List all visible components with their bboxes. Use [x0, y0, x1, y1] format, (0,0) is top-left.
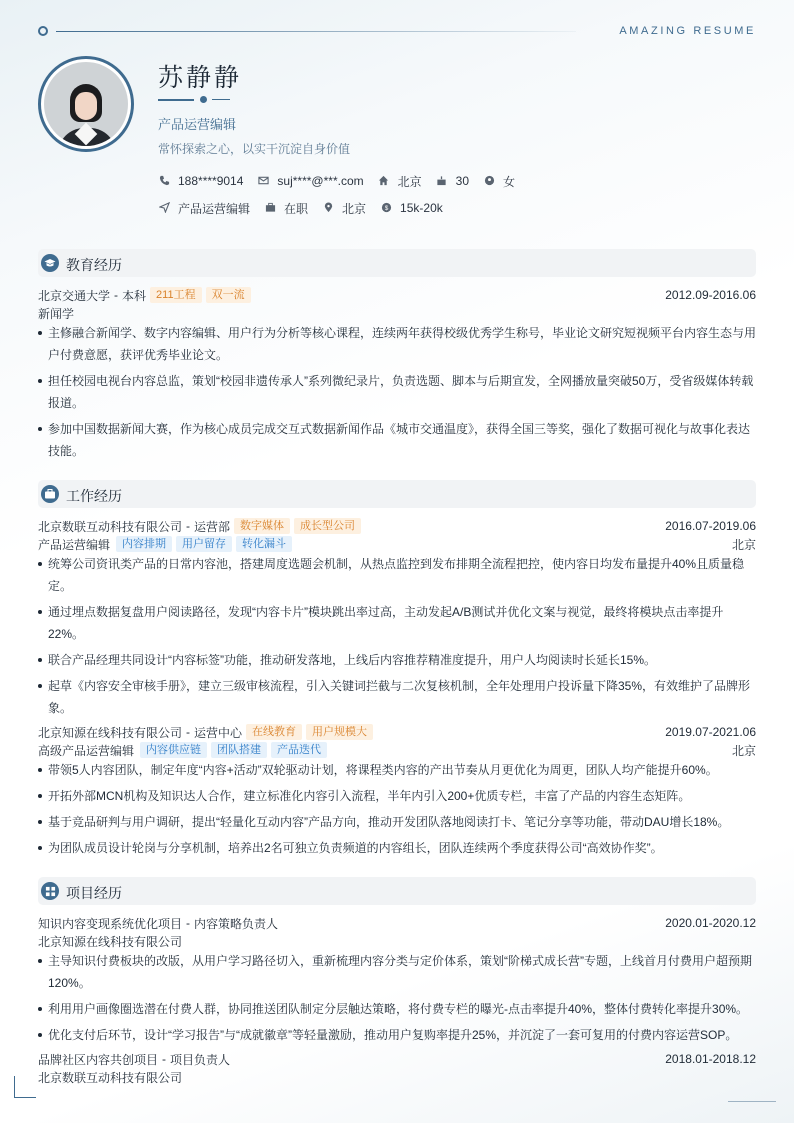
list-item: 起草《内容安全审核手册》，建立三级审核流程，引入关键词拦截与二次复核机制，全年处理用户投诉量下降35%，有效维护了品牌形象。 [38, 675, 756, 719]
skill-tag: 内容供应链 [140, 742, 207, 758]
work-entry-head: 北京数联互动科技有限公司 - 运营部 数字媒体 成长型公司 2016.07-2019.06 [38, 519, 756, 534]
send-icon [158, 202, 170, 214]
school-tag: 双一流 [206, 287, 251, 303]
brand-label: AMAZING RESUME [619, 25, 756, 37]
status-value: 在职 [284, 201, 309, 216]
contact-row [158, 173, 529, 189]
project-role: 内容策略负责人 [194, 916, 279, 931]
target-city-value: 北京 [342, 201, 367, 216]
company-tag: 用户规模大 [306, 724, 373, 740]
cake-icon [436, 175, 448, 187]
grid-icon [41, 882, 59, 900]
section-education [38, 249, 756, 277]
project-org-row [38, 932, 756, 950]
graduation-cap-icon [41, 254, 59, 272]
project-org: 北京知源在线科技有限公司 [38, 934, 183, 949]
list-item: 优化支付后环节，设计“学习报告”与“成就徽章”等轻量激励，推动用户复购率提升25%，并沉淀了一套可复用的付费内容运营SOP。 [38, 1024, 756, 1046]
job-title: 高级产品运营编辑 [38, 743, 135, 758]
salary-value: 15k-20k [400, 201, 443, 215]
divider [56, 31, 576, 32]
phone-icon [158, 175, 170, 187]
list-item: 联合产品经理共同设计“内容标签”功能，推动研发落地，上线后内容推荐精准度提升，用户人均阅读时长延长15%。 [38, 649, 756, 671]
gender-value: 女 [503, 174, 516, 189]
company-name: 北京数联互动科技有限公司 [38, 519, 183, 534]
section-title: 项目经历 [66, 885, 122, 901]
list-item: 通过埋点数据复盘用户阅读路径，发现“内容卡片”模块跳出率过高，主动发起A/B测试并优化文案与视觉，最终将模块点击率提升22%。 [38, 601, 756, 645]
list-item: 主导知识付费板块的改版，从用户学习路径切入，重新梳理内容分类与定价体系，策划“阶梯式成长营”专题，上线首月付费用户超预期120%。 [38, 950, 756, 994]
company-tag: 在线教育 [246, 724, 302, 740]
project-date: 2018.01-2018.12 [665, 1052, 756, 1066]
project-entry-head: 知识内容变现系统优化项目 - 内容策略负责人 2020.01-2020.12 [38, 916, 756, 931]
degree: 本科 [122, 288, 147, 303]
phone-value: 188****9014 [178, 174, 244, 188]
ring-icon [38, 26, 48, 36]
list-item: 带领5人内容团队，制定年度“内容+活动”双轮驱动计划，将课程类内容的产出节奏从月更优化为周更，团队人均产能提升60%。 [38, 759, 756, 781]
intention-row [158, 200, 457, 216]
project-date: 2020.01-2020.12 [665, 916, 756, 930]
school-tag: 211工程 [150, 287, 202, 303]
section-title: 工作经历 [66, 488, 122, 504]
section-project [38, 877, 756, 905]
project-entry-head: 品牌社区内容共创项目 - 项目负责人 2018.01-2018.12 [38, 1052, 756, 1067]
email-value: suj****@***.com [277, 174, 364, 188]
age-value: 30 [455, 174, 469, 188]
project-role: 项目负责人 [170, 1052, 231, 1067]
target-role-value: 产品运营编辑 [178, 201, 251, 216]
list-item: 参加中国数据新闻大赛，作为核心成员完成交互式数据新闻作品《城市交通温度》，获得全国三等奖，强化了数据可视化与故事化表达技能。 [38, 418, 756, 462]
corner-decoration [14, 1076, 36, 1098]
work-location: 北京 [731, 537, 756, 552]
candidate-role: 产品运营编辑 [158, 117, 237, 132]
company-tag: 数字媒体 [234, 518, 290, 534]
list-item: 担任校园电视台内容总监，策划“校园非遗传承人”系列微纪录片，负责选题、脚本与后期宣发，全网播放量突破50万，受省级媒体转载报道。 [38, 370, 756, 414]
mail-icon [257, 175, 269, 187]
list-item: 统筹公司资讯类产品的日常内容池，搭建周度选题会机制，从热点监控到发布排期全流程把控，使内容日均发布量提升40%且质量稳定。 [38, 553, 756, 597]
school-name: 北京交通大学 [38, 288, 111, 303]
work-date: 2016.07-2019.06 [665, 519, 756, 533]
svg-text:$: $ [384, 204, 388, 212]
home-icon [378, 175, 390, 187]
briefcase-icon [41, 485, 59, 503]
top-decoration [38, 26, 756, 38]
avatar [38, 56, 134, 152]
skill-tag: 内容排期 [116, 536, 172, 552]
work-title-row [38, 741, 756, 759]
section-work [38, 480, 756, 508]
name-decoration [158, 96, 238, 104]
skill-tag: 团队搭建 [211, 742, 267, 758]
major: 新闻学 [38, 306, 75, 321]
education-entry-head: 北京交通大学 - 本科 211工程 双一流 2012.09-2016.06 [38, 288, 756, 303]
list-item: 利用用户画像圈选潜在付费人群，协同推送团队制定分层触达策略，将付费专栏的曝光-点击率提升40%，整体付费转化率提升30%。 [38, 998, 756, 1020]
skill-tag: 用户留存 [176, 536, 232, 552]
list-item: 为团队成员设计轮岗与分享机制，培养出2名可独立负责频道的内容组长，团队连续两个季度获得公司“高效协作奖”。 [38, 837, 756, 859]
project-org-row [38, 1068, 756, 1086]
company-name: 北京知源在线科技有限公司 [38, 725, 183, 740]
location-pin-icon [322, 202, 334, 214]
project-name: 知识内容变现系统优化项目 [38, 916, 183, 931]
department: 运营部 [194, 519, 231, 534]
work-title-row [38, 535, 756, 553]
list-item: 主修融合新闻学、数字内容编辑、用户行为分析等核心课程，连续两年获得校级优秀学生称号，毕业论文研究短视频平台内容生态与用户付费意愿，获评优秀毕业论文。 [38, 322, 756, 366]
work-location: 北京 [731, 743, 756, 758]
skill-tag: 产品迭代 [271, 742, 327, 758]
education-date: 2012.09-2016.06 [665, 288, 756, 302]
corner-decoration [728, 1101, 776, 1102]
project-name: 品牌社区内容共创项目 [38, 1052, 159, 1067]
profile-photo [44, 62, 128, 146]
briefcase-icon [264, 202, 276, 214]
skill-tag: 转化漏斗 [236, 536, 292, 552]
education-major-row [38, 304, 756, 322]
money-icon [380, 202, 392, 214]
candidate-name: 苏静静 [158, 64, 243, 92]
list-item: 基于竞品研判与用户调研，提出“轻量化互动内容”产品方向，推动开发团队落地阅读打卡、笔记分享等功能，带动DAU增长18%。 [38, 811, 756, 833]
job-title: 产品运营编辑 [38, 537, 111, 552]
project-org: 北京数联互动科技有限公司 [38, 1070, 183, 1085]
work-entry-head: 北京知源在线科技有限公司 - 运营中心 在线教育 用户规模大 2019.07-2021.06 [38, 725, 756, 740]
department: 运营中心 [194, 725, 243, 740]
list-item: 开拓外部MCN机构及知识达人合作，建立标准化内容引入流程，半年内引入200+优质专栏，丰富了产品的内容生态矩阵。 [38, 785, 756, 807]
work-date: 2019.07-2021.06 [665, 725, 756, 739]
candidate-motto: 常怀探索之心，以实干沉淀自身价值 [158, 142, 351, 156]
section-title: 教育经历 [66, 257, 122, 273]
company-tag: 成长型公司 [294, 518, 361, 534]
gender-icon [483, 175, 495, 187]
city-value: 北京 [397, 174, 422, 189]
